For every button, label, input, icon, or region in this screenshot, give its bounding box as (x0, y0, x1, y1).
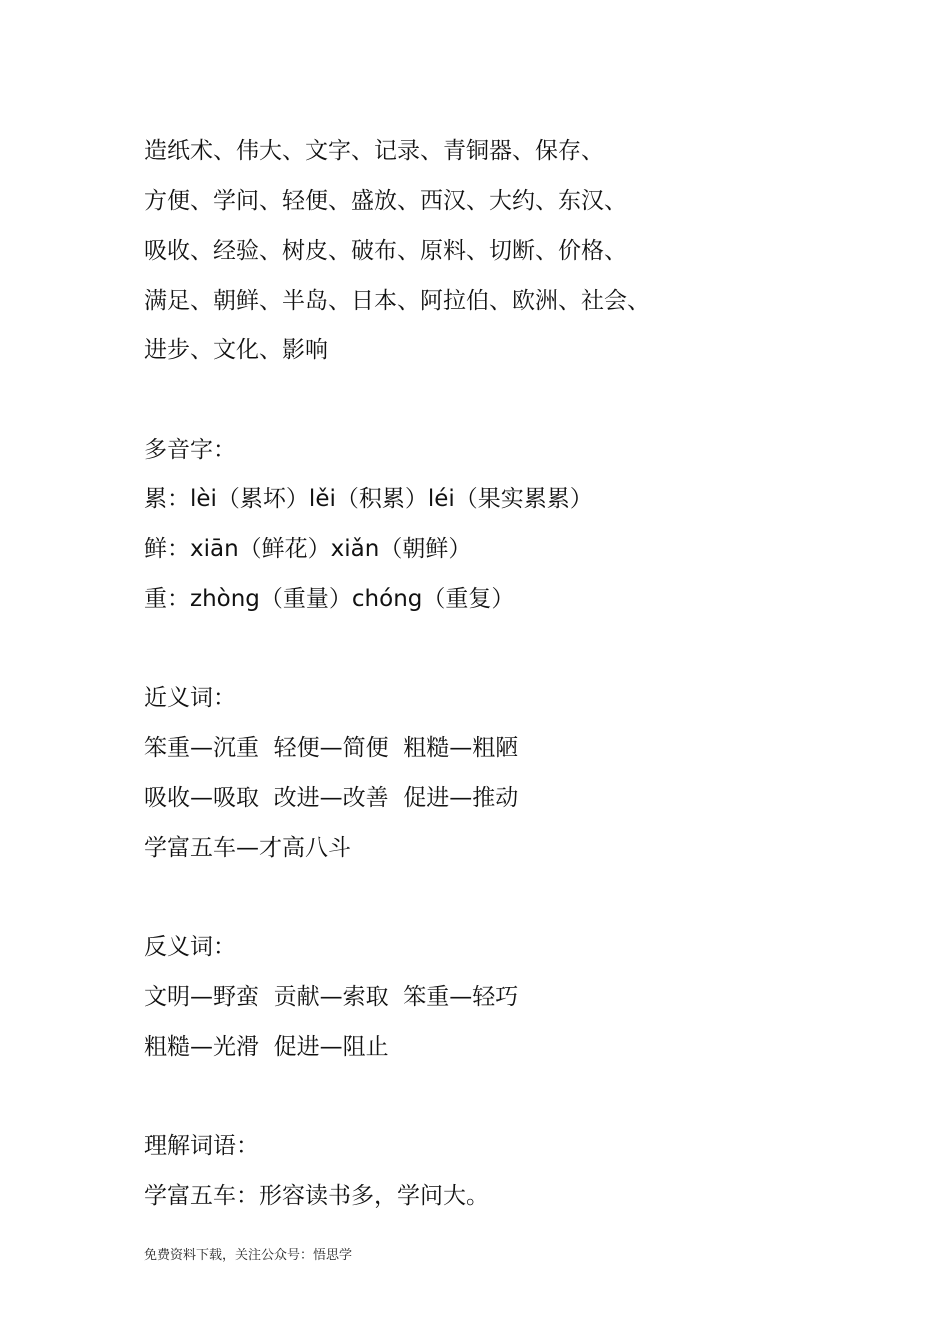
synonyms-heading: 近义词： (144, 685, 236, 711)
understanding-heading: 理解词语： (144, 1133, 259, 1159)
vocab-line-3: 吸收、经验、树皮、破布、原料、切断、价格、 (144, 238, 627, 264)
footer-note: 免费资料下载，关注公众号：悟思学 (144, 1248, 353, 1263)
synonyms-line-1: 笨重—沉重 轻便—简便 粗糙—粗陋 (144, 735, 519, 761)
vocab-line-2: 方便、学问、轻便、盛放、西汉、大约、东汉、 (144, 188, 627, 214)
understanding-item-1: 学富五车：形容读书多，学问大。 (144, 1183, 489, 1209)
polyphonic-item-3: 重：zhòng（重量）chóng（重复） (144, 586, 515, 612)
antonyms-heading: 反义词： (144, 934, 236, 960)
polyphonic-heading: 多音字： (144, 437, 236, 463)
vocab-line-1: 造纸术、伟大、文字、记录、青铜器、保存、 (144, 138, 604, 164)
synonyms-line-2: 吸收—吸取 改进—改善 促进—推动 (144, 785, 519, 811)
antonyms-line-2: 粗糙—光滑 促进—阻止 (144, 1034, 389, 1060)
vocab-line-5: 进步、文化、影响 (144, 337, 328, 363)
polyphonic-item-1: 累：lèi（累坏）lěi（积累）léi（果实累累） (144, 486, 593, 512)
vocab-line-4: 满足、朝鲜、半岛、日本、阿拉伯、欧洲、社会、 (144, 288, 650, 314)
polyphonic-item-2: 鲜：xiān（鲜花）xiǎn（朝鲜） (144, 536, 472, 562)
synonyms-line-3: 学富五车—才高八斗 (144, 835, 351, 861)
antonyms-line-1: 文明—野蛮 贡献—索取 笨重—轻巧 (144, 984, 519, 1010)
